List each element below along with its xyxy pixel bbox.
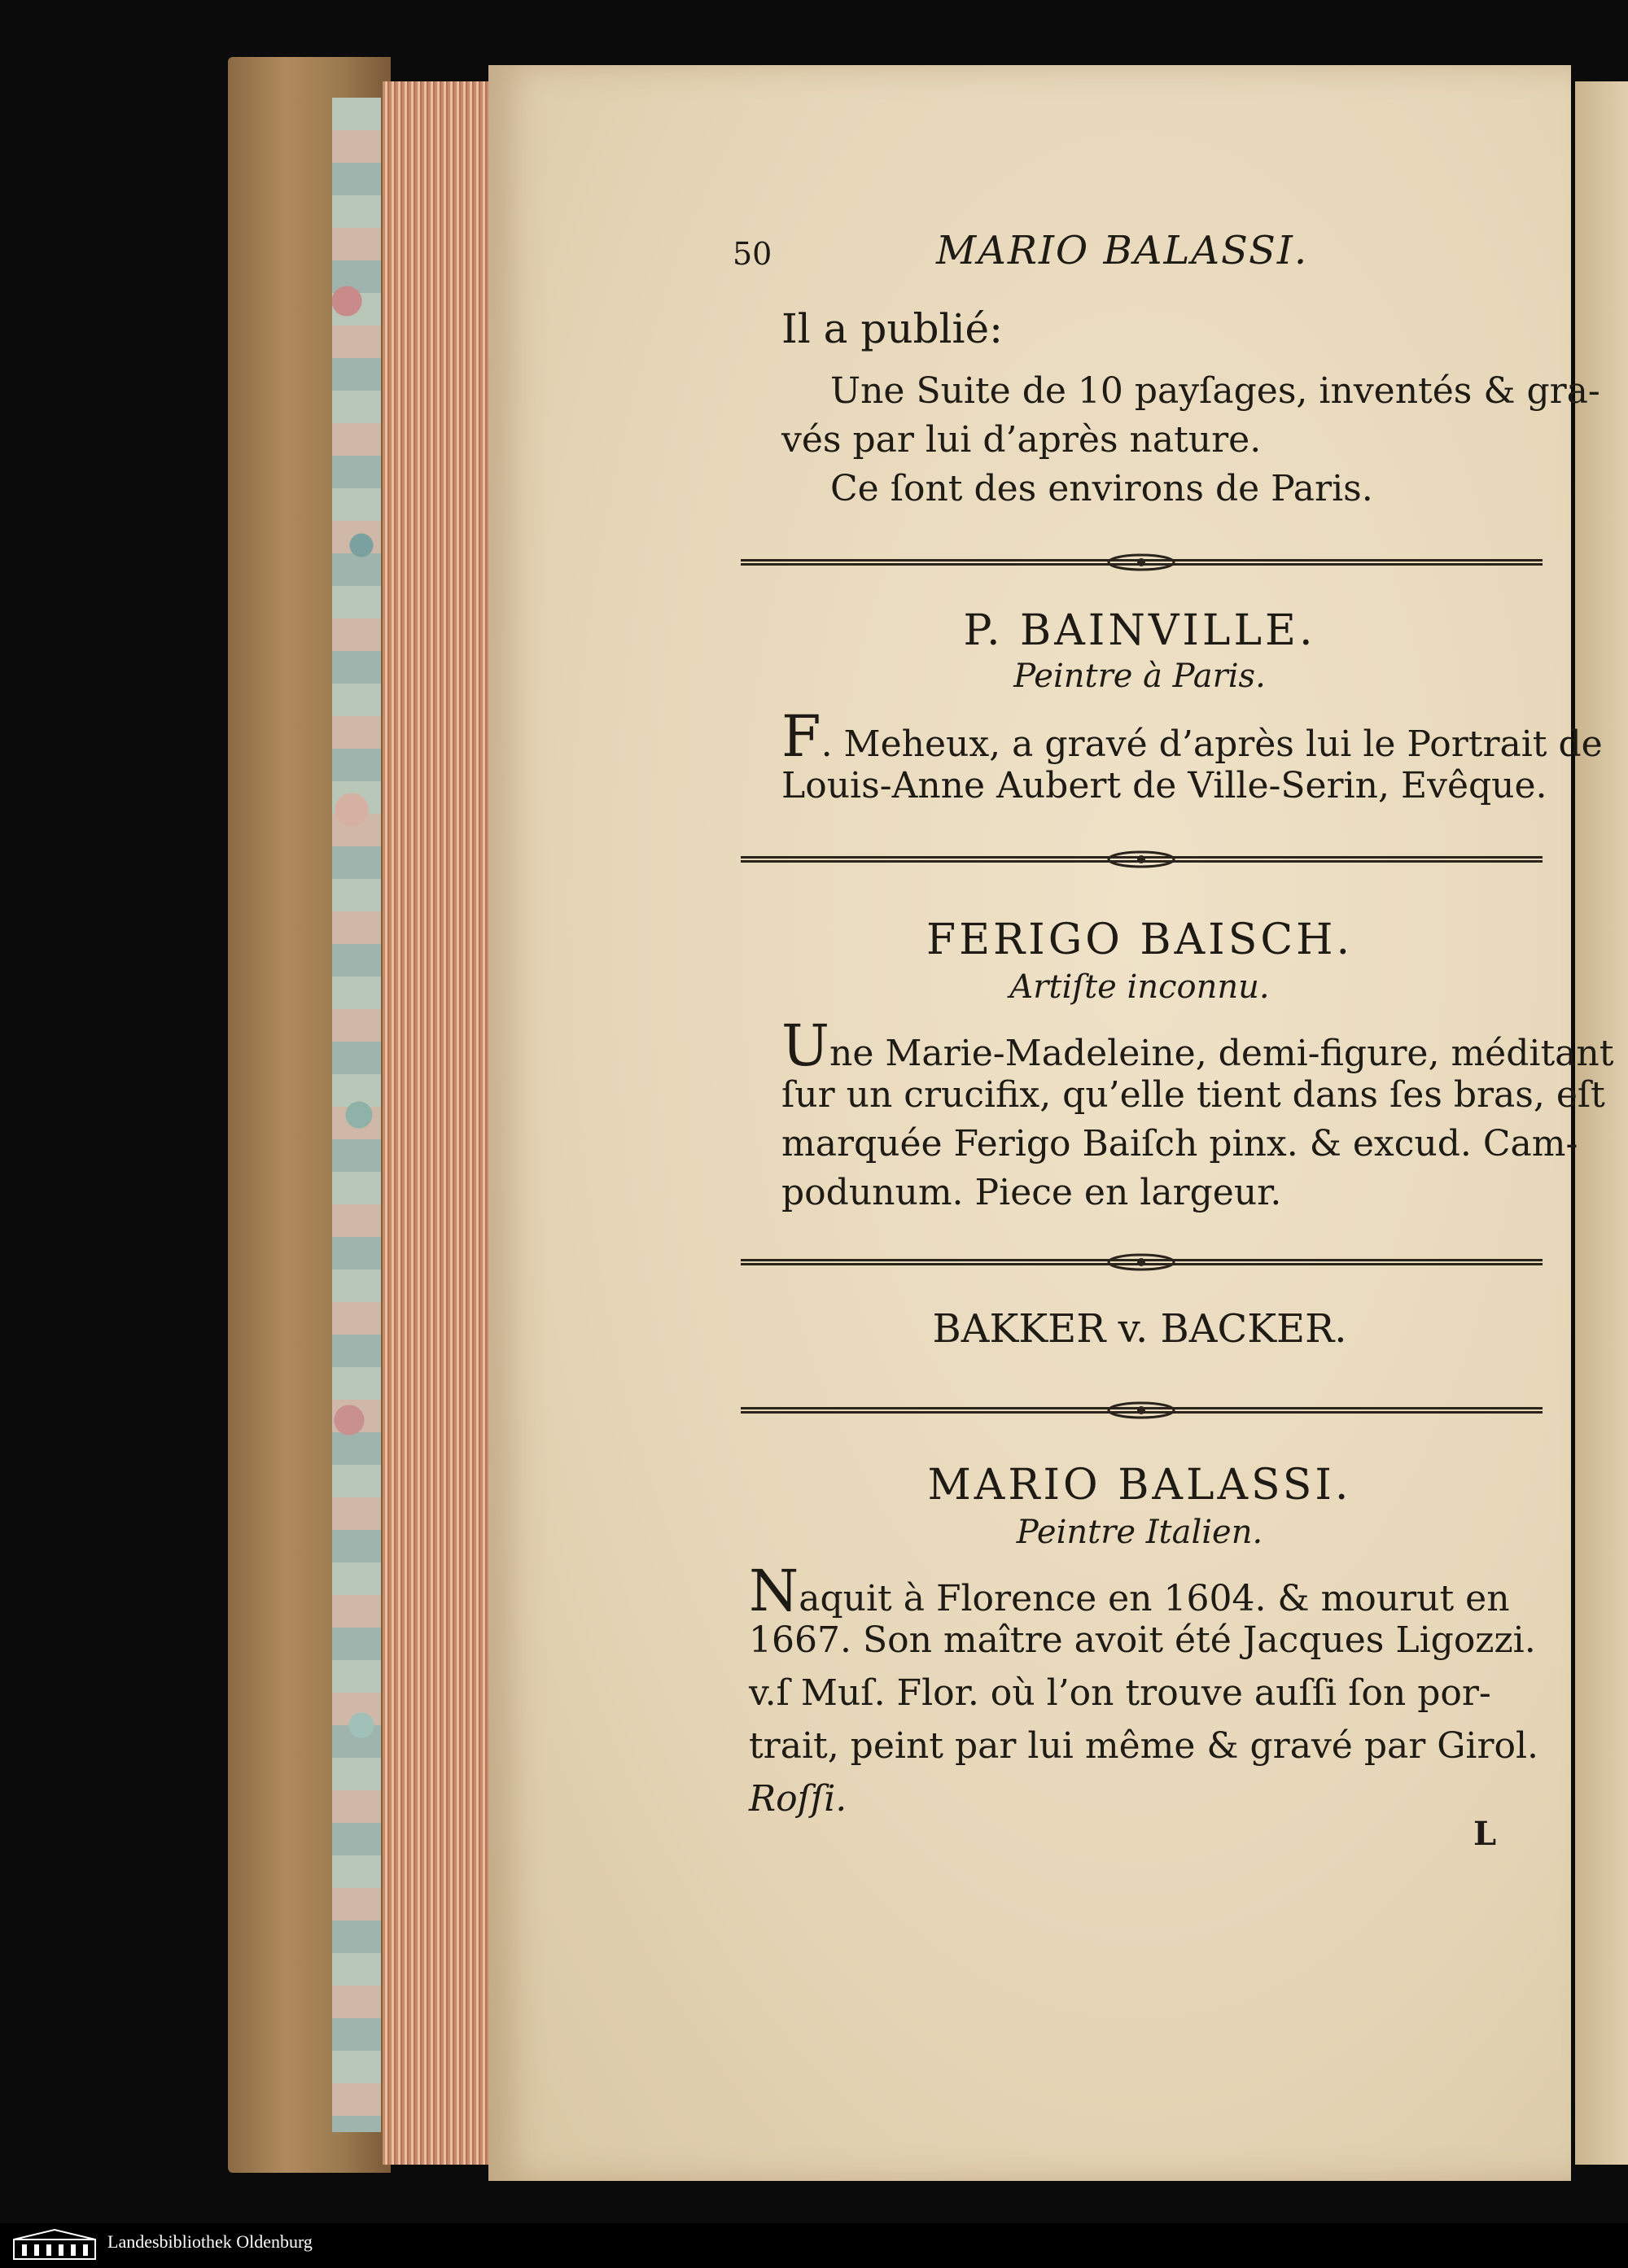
running-head-title: MARIO BALASSI. xyxy=(936,228,1309,273)
text-line: Louis-Anne Aubert de Ville-Serin, Evêque. xyxy=(781,765,1547,806)
text-line: podunum. Piece en largeur. xyxy=(781,1172,1282,1213)
artist-role: Peintre à Paris. xyxy=(1013,658,1266,695)
text-line: vés par lui d’après nature. xyxy=(781,419,1262,461)
library-building-icon xyxy=(10,2228,99,2261)
text-line: trait, peint par lui même & gravé par Girol. xyxy=(749,1725,1539,1767)
artist-name: P. BAINVILLE. xyxy=(963,606,1316,655)
text-line xyxy=(781,1012,1614,1079)
initial-letter: N xyxy=(749,1558,799,1624)
artist-role: Artiſte inconnu. xyxy=(1009,968,1270,1006)
ornamental-divider xyxy=(741,552,1543,573)
initial-letter: F xyxy=(781,703,821,770)
entry-heading: Il a publié: xyxy=(781,305,1003,352)
text-line xyxy=(749,1558,1510,1624)
library-name: Landesbibliothek Oldenburg xyxy=(107,2231,313,2252)
text-line: marquée Ferigo Baiſch pinx. & excud. Cam- xyxy=(781,1123,1578,1165)
artist-name: BAKKER v. BACKER. xyxy=(932,1306,1347,1352)
text-line: v.ſ Muſ. Flor. où l’on trouve auſſi ſon por- xyxy=(749,1672,1491,1714)
signature-mark: L xyxy=(1473,1815,1497,1853)
marbled-endpaper xyxy=(332,98,381,2132)
initial-letter: U xyxy=(781,1012,829,1079)
text-line: Roſſi. xyxy=(749,1778,847,1820)
text-line-rest: ne Marie-Madeleine, demi-figure, méditant xyxy=(829,1033,1614,1074)
text-line: 1667. Son maître avoit été Jacques Ligozzi. xyxy=(749,1619,1536,1661)
text-line xyxy=(781,703,1603,770)
ornamental-divider xyxy=(741,1252,1543,1273)
page-text xyxy=(733,195,1614,1823)
artist-name: MARIO BALASSI. xyxy=(927,1461,1352,1510)
text-line-rest: aquit à Florence en 1604. & mourut en xyxy=(799,1578,1510,1619)
ornamental-divider xyxy=(741,849,1543,870)
library-footer xyxy=(0,2223,1628,2268)
running-head xyxy=(733,228,1547,277)
text-line: Une Suite de 10 payſages, inventés & gra- xyxy=(830,370,1600,412)
text-line: Ce ſont des environs de Paris. xyxy=(830,468,1373,509)
page-edges xyxy=(383,81,488,2165)
text-line-rest: . Meheux, a gravé d’après lui le Portrait de xyxy=(821,723,1603,765)
ornamental-divider xyxy=(741,1400,1543,1421)
text-line: ſur un crucifix, qu’elle tient dans ſes bras, eſt xyxy=(781,1074,1605,1116)
artist-role: Peintre Italien. xyxy=(1016,1514,1263,1551)
page-number: 50 xyxy=(733,236,772,272)
artist-name: FERIGO BAISCH. xyxy=(926,916,1354,964)
